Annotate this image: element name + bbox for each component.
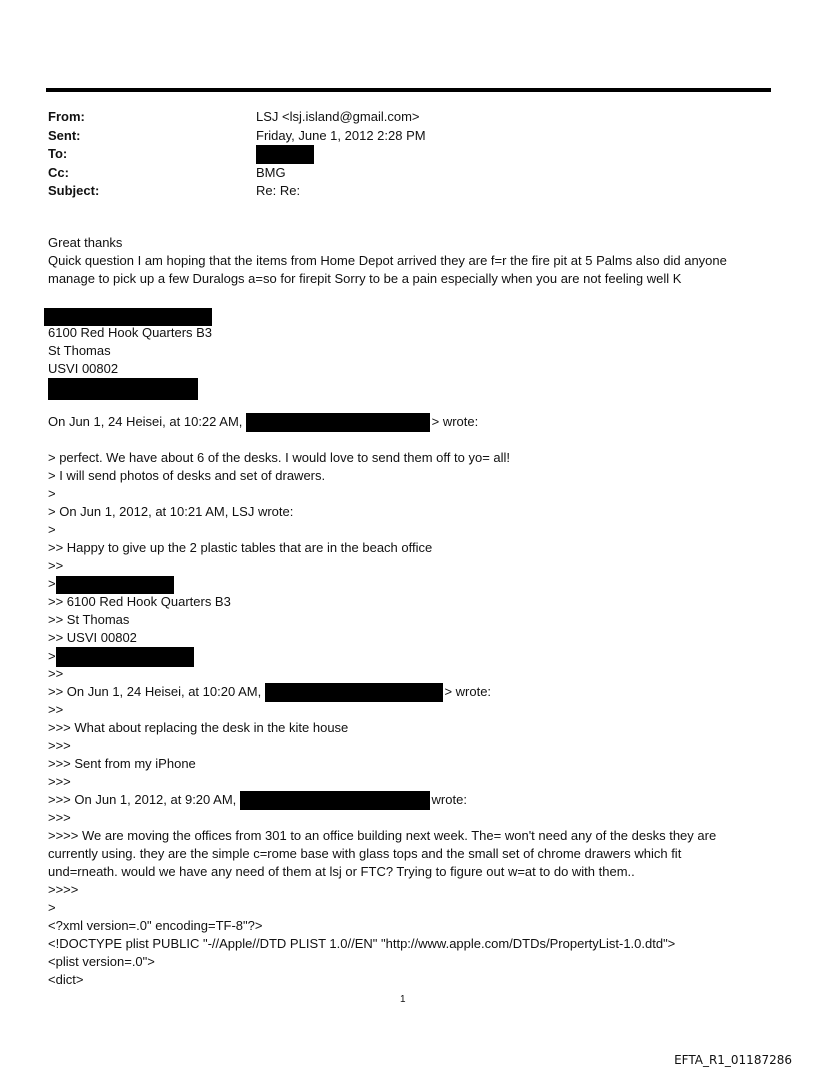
quoted-line: > xyxy=(48,900,56,915)
message-line: Great thanks xyxy=(48,235,123,250)
quote-attribution: On Jun 1, 24 Heisei, at 10:22 AM, xyxy=(48,414,243,429)
quoted-line: >>> xyxy=(48,774,71,789)
cc-value: BMG xyxy=(256,164,286,180)
quoted-line: currently using. they are the simple c=rome base with glass tops and the small set of chrome drawers which fit xyxy=(48,846,682,861)
quote-marker: > xyxy=(48,576,56,591)
quote-attribution-suffix: > wrote: xyxy=(431,414,479,429)
signature-line: St Thomas xyxy=(48,343,111,358)
to-row xyxy=(48,145,768,164)
quoted-line: > xyxy=(48,522,56,537)
quoted-line xyxy=(48,791,768,809)
redaction-bar xyxy=(240,791,430,810)
quoted-line: <?xml version=.0" encoding=TF-8"?> xyxy=(48,918,263,933)
from-value: LSJ <lsj.island@gmail.com> xyxy=(256,109,420,124)
redaction-bar xyxy=(265,683,443,702)
quoted-line: > On Jun 1, 2012, at 10:21 AM, LSJ wrote: xyxy=(48,504,294,519)
quote-attribution: >>> On Jun 1, 2012, at 9:20 AM, xyxy=(48,792,237,807)
quoted-line: >>> xyxy=(48,738,71,753)
quoted-line: >>>> xyxy=(48,882,79,897)
quoted-line: <plist version=.0"> xyxy=(48,954,155,969)
quoted-line: >>> Sent from my iPhone xyxy=(48,756,196,771)
email-header xyxy=(48,108,768,201)
page-number: 1 xyxy=(400,994,406,1005)
quoted-line: >> xyxy=(48,702,64,717)
quoted-line xyxy=(48,683,768,701)
subject-row xyxy=(48,182,768,201)
quoted-line: > xyxy=(48,486,56,501)
quote-attribution: >> On Jun 1, 24 Heisei, at 10:20 AM, xyxy=(48,684,262,699)
quote-marker: > xyxy=(48,648,56,664)
sent-row xyxy=(48,127,768,146)
quoted-line xyxy=(48,575,768,593)
cc-label: Cc: xyxy=(48,164,69,180)
quoted-line: >> 6100 Red Hook Quarters B3 xyxy=(48,594,231,609)
quoted-line: <!DOCTYPE plist PUBLIC "-//Apple//DTD PLIST 1.0//EN" "http://www.apple.com/DTDs/PropertyList-1.0.dtd"> xyxy=(48,936,676,951)
quoted-thread xyxy=(48,413,768,989)
redaction-bar xyxy=(48,378,198,400)
bates-number: EFTA_R1_01187286 xyxy=(674,1053,792,1067)
message-line: Quick question I am hoping that the items from Home Depot arrived they are f=r the fire pit at 5 Palms also did anyone xyxy=(48,253,727,268)
quoted-line: >> USVI 00802 xyxy=(48,630,137,645)
signature-block xyxy=(48,324,768,378)
cc-row xyxy=(48,164,768,183)
quote-attribution-suffix: wrote: xyxy=(431,792,467,807)
quote-attribution-suffix: > wrote: xyxy=(444,684,492,699)
quoted-line: >> xyxy=(48,558,64,573)
redaction-bar xyxy=(56,647,194,667)
quoted-line: >>> What about replacing the desk in the kite house xyxy=(48,720,349,735)
header-rule xyxy=(46,88,771,92)
quoted-line: >> St Thomas xyxy=(48,612,130,627)
message-body xyxy=(48,234,768,288)
sent-value: Friday, June 1, 2012 2:28 PM xyxy=(256,127,426,143)
from-row xyxy=(48,108,768,127)
quoted-line xyxy=(48,647,768,665)
redaction-bar xyxy=(256,145,314,164)
sent-label: Sent: xyxy=(48,127,81,143)
subject-value: Re: Re: xyxy=(256,183,301,198)
signature-line: USVI 00802 xyxy=(48,361,119,376)
quoted-line xyxy=(48,413,768,431)
message-line: manage to pick up a few Duralogs a=so for firepit Sorry to be a pain especially when you are not feeling well K xyxy=(48,271,682,286)
quoted-line: >> Happy to give up the 2 plastic tables that are in the beach office xyxy=(48,540,433,555)
redaction-bar xyxy=(56,576,174,594)
quoted-line: und=rneath. would we have any need of them at lsj or FTC? Trying to figure out w=at to do with them.. xyxy=(48,864,635,879)
quoted-line: >>> xyxy=(48,810,71,825)
signature-line: 6100 Red Hook Quarters B3 xyxy=(48,325,213,340)
quoted-line: > I will send photos of desks and set of drawers. xyxy=(48,468,326,483)
quoted-line: >> xyxy=(48,666,64,681)
from-label: From: xyxy=(48,109,85,124)
to-label: To: xyxy=(48,146,68,161)
subject-label: Subject: xyxy=(48,183,100,198)
quoted-line: >>>> We are moving the offices from 301 to an office building next week. The= won't need any of the desks they are xyxy=(48,828,717,843)
blank-line xyxy=(48,431,768,449)
to-value xyxy=(256,145,314,164)
quoted-line: <dict> xyxy=(48,972,84,987)
quoted-line: > perfect. We have about 6 of the desks. I would love to send them off to yo= all! xyxy=(48,450,511,465)
redaction-bar xyxy=(246,413,430,432)
